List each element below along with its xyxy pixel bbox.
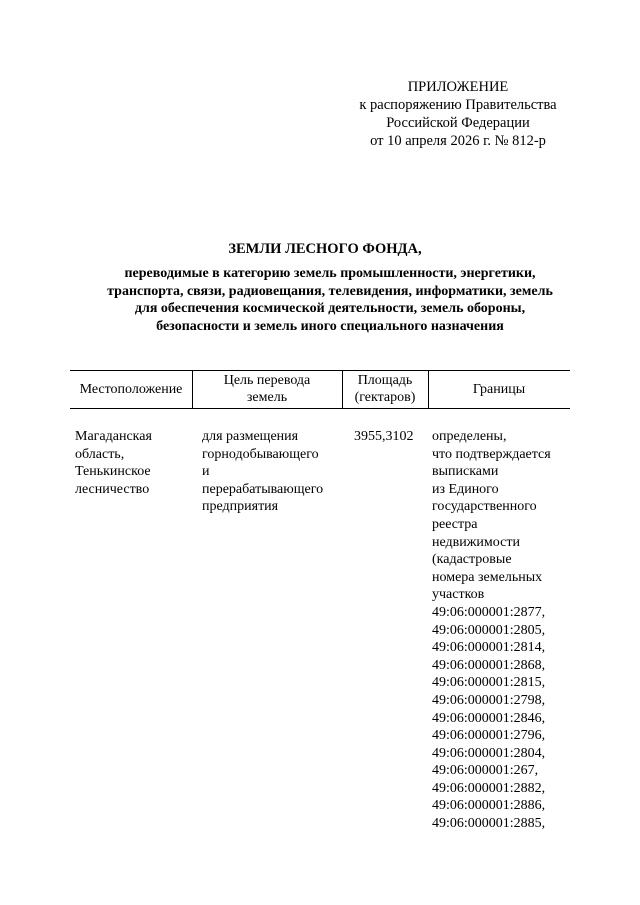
cadastral-number: 49:06:000001:2815, <box>432 675 546 691</box>
subtitle-line: безопасности и земель иного специального назначения <box>156 318 504 334</box>
document-subtitle <box>68 265 592 335</box>
annex-authority: Российской Федерации <box>386 115 530 131</box>
annex-reference: к распоряжению Правительства <box>359 97 557 113</box>
table-header-rule <box>70 408 570 409</box>
cadastral-number: 49:06:000001:2814, <box>432 640 546 656</box>
subtitle-line: переводимые в категорию земель промышленности, энергетики, <box>124 266 536 281</box>
subtitle-line: для обеспечения космической деятельности, земель обороны, <box>134 301 526 317</box>
cadastral-number: 49:06:000001:2868, <box>432 657 546 673</box>
annex-date-number: от 10 апреля 2026 г. № 812-р <box>370 133 546 149</box>
cell-borders: определены, что подтверждается выписками из Единого государственного реестра недвижимости (кадастровые номера земельных участков 49:06:000001:2877, 49:06:000001:2805, 49:06:000001:2814, 49:06:000001:2868, 49:06:000001:2815, 49:06:000001:2798, 49:06:000001:2846, 49:06:000001:2796, 49:06:000001:2804, 49:06:000001:267, 49:06:000001:2882, 49:06:000001:2886, 49:06:000001:2885, <box>432 428 568 833</box>
cell-purpose: для размещения горнодобывающего и перерабатывающего предприятия <box>202 429 324 515</box>
cadastral-number: 49:06:000001:267, <box>432 763 539 779</box>
cell-location: Магаданская область, Тенькинское лесничество <box>75 429 152 497</box>
cadastral-number: 49:06:000001:2804, <box>432 745 546 761</box>
annex-block <box>348 78 568 150</box>
cadastral-number: 49:06:000001:2796, <box>432 728 546 744</box>
header-purpose: Цель перевода земель <box>223 373 311 405</box>
cell-area: 3955,3102 <box>354 429 414 444</box>
cadastral-number: 49:06:000001:2846, <box>432 710 546 726</box>
subtitle-line: транспорта, связи, радиовещания, телевидения, информатики, земель <box>107 283 553 299</box>
header-area: Площадь (гектаров) <box>354 373 416 405</box>
cadastral-number: 49:06:000001:2877, <box>432 604 546 620</box>
document-title: ЗЕМЛИ ЛЕСНОГО ФОНДА, <box>228 241 422 257</box>
annex-heading: ПРИЛОЖЕНИЕ <box>407 79 509 95</box>
cadastral-number: 49:06:000001:2798, <box>432 692 546 708</box>
cadastral-number: 49:06:000001:2805, <box>432 622 546 638</box>
header-borders: Границы <box>472 381 526 397</box>
cadastral-number: 49:06:000001:2886, <box>432 798 546 814</box>
cadastral-number: 49:06:000001:2885, <box>432 816 546 832</box>
cadastral-number: 49:06:000001:2882, <box>432 780 546 796</box>
header-location: Местоположение <box>79 381 183 397</box>
